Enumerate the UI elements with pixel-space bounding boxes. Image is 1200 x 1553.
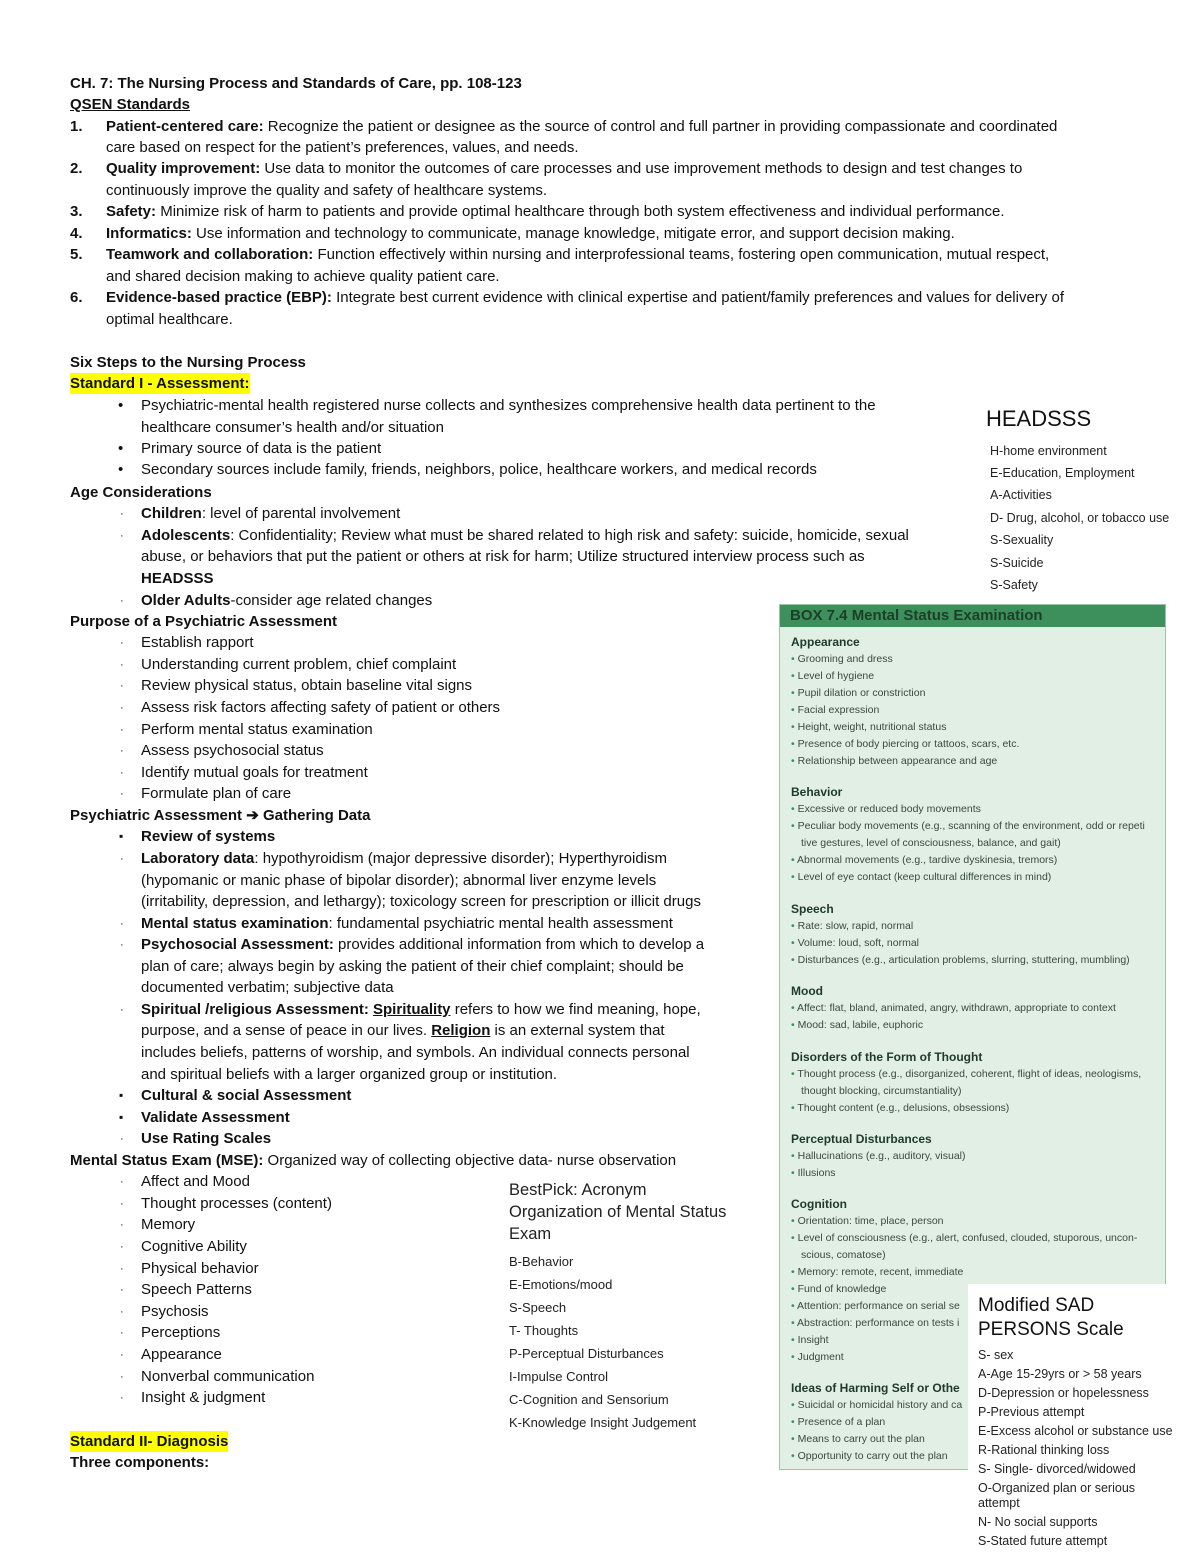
bullet-icon: •: [118, 397, 124, 414]
headsss-item: H-home environment: [990, 444, 1107, 458]
box-item: [791, 1149, 966, 1164]
sad-title-cont: PERSONS Scale: [978, 1319, 1124, 1340]
mse-item: Affect and Mood: [141, 1173, 250, 1190]
box-item-text: Illusions: [797, 1167, 836, 1179]
qsen-label: Safety:: [106, 203, 157, 220]
box-bullet-icon: •: [791, 1317, 795, 1329]
box-bullet-icon: •: [791, 920, 795, 932]
box-bullet-icon: •: [791, 1283, 795, 1295]
box-item: [791, 720, 946, 735]
box-item-text: Thought content (e.g., delusions, obsessions): [797, 1102, 1010, 1114]
age-text: : level of parental involvement: [201, 505, 401, 522]
box-bullet-icon: •: [791, 1019, 795, 1031]
sad-item: S- Single- divorced/widowed: [978, 1462, 1136, 1476]
age-text: -consider age related changes: [230, 592, 433, 609]
box-item: [791, 1018, 923, 1033]
qsen-num: 4.: [70, 225, 83, 242]
box-item-text: Suicidal or homicidal history and ca: [797, 1399, 963, 1411]
qsen-label: Teamwork and collaboration:: [106, 246, 314, 263]
small-bullet-icon: ·: [120, 1349, 124, 1361]
purpose-item: Assess risk factors affecting safety of patient or others: [141, 699, 501, 716]
box-bullet-icon: •: [791, 1215, 795, 1227]
box-item-cont: thought blocking, circumstantiality): [801, 1085, 962, 1097]
gathering-psychosocial: [141, 934, 704, 955]
purpose-item: Perform mental status examination: [141, 721, 373, 738]
box-bullet-icon: •: [791, 670, 795, 682]
six-steps-heading: Six Steps to the Nursing Process: [70, 354, 306, 371]
box-item: [791, 1432, 925, 1447]
bestpick-item: I-Impulse Control: [509, 1369, 608, 1384]
mse-item: Perceptions: [141, 1324, 221, 1341]
box-bullet-icon: •: [791, 704, 795, 716]
box-section-heading: Speech: [791, 902, 834, 916]
bestpick-item: K-Knowledge Insight Judgement: [509, 1415, 697, 1430]
qsen-text: Function effectively within nursing and interprofessional teams, fostering open communication, mutual respect,: [317, 246, 1050, 263]
box-item: [791, 703, 879, 718]
box-item: [791, 1214, 944, 1229]
gathering-spiritual: [141, 999, 701, 1020]
small-bullet-icon: ▪: [119, 829, 124, 843]
bestpick-item: S-Speech: [509, 1300, 567, 1315]
sad-item: N- No social supports: [978, 1515, 1098, 1529]
gathering-text: refers to how we find meaning, hope,: [450, 1001, 701, 1018]
box-item: [791, 1001, 1116, 1016]
gathering-rating: Use Rating Scales: [141, 1130, 272, 1147]
box-bullet-icon: •: [791, 1351, 795, 1363]
box-item-text: Mood: sad, labile, euphoric: [797, 1019, 924, 1031]
box-item: [791, 819, 1145, 834]
qsen-item-ebp: [106, 287, 1064, 308]
small-bullet-icon: ·: [120, 659, 124, 671]
box-item: [791, 1067, 1141, 1082]
headsss-item: S-Suicide: [990, 556, 1044, 570]
qsen-item-quality: [106, 158, 1022, 179]
bullet-icon: •: [118, 440, 124, 457]
box-item-text: Attention: performance on serial se: [797, 1300, 960, 1312]
qsen-label: Patient-centered care:: [106, 118, 264, 135]
gathering-text: : fundamental psychiatric mental health assessment: [328, 915, 673, 932]
gathering-cultural: Cultural & social Assessment: [141, 1087, 352, 1104]
qsen-item-teamwork: [106, 244, 1049, 265]
headsss-item: D- Drug, alcohol, or tobacco use: [990, 511, 1170, 525]
qsen-label: Evidence-based practice (EBP):: [106, 289, 332, 306]
headsss-item: A-Activities: [990, 488, 1052, 502]
box-bullet-icon: •: [791, 954, 795, 966]
box-item: [791, 1282, 886, 1297]
box-bullet-icon: •: [791, 871, 795, 883]
gathering-text: purpose, and a sense of peace in our lives.: [141, 1022, 432, 1039]
mse-item: Psychosis: [141, 1303, 209, 1320]
qsen-text: Use data to monitor the outcomes of care processes and use improvement methods to design and test changes to: [264, 160, 1023, 177]
box-item-text: Pupil dilation or constriction: [797, 687, 926, 699]
gathering-review: Review of systems: [141, 828, 276, 845]
headsss-item: S-Sexuality: [990, 533, 1054, 547]
small-bullet-icon: ·: [120, 1371, 124, 1383]
mse-item: Insight & judgment: [141, 1389, 266, 1406]
gathering-label: Spiritual /religious Assessment:: [141, 1001, 369, 1018]
purpose-item: Review physical status, obtain baseline vital signs: [141, 677, 473, 694]
age-heading: Age Considerations: [70, 484, 212, 501]
spirituality-term: Spirituality: [373, 1001, 451, 1018]
purpose-item: Establish rapport: [141, 634, 254, 651]
bestpick-item: C-Cognition and Sensorium: [509, 1392, 669, 1407]
box-item-text: Disturbances (e.g., articulation problems, slurring, stuttering, mumbling): [797, 954, 1130, 966]
box-bullet-icon: •: [791, 820, 795, 832]
age-label: Adolescents: [141, 527, 231, 544]
box-item-text: Affect: flat, bland, animated, angry, withdrawn, appropriate to context: [797, 1002, 1116, 1014]
box-item: [791, 669, 874, 684]
qsen-text: Minimize risk of harm to patients and provide optimal healthcare through both system effectiveness and individual performance.: [160, 203, 1005, 220]
small-bullet-icon: ▪: [119, 1088, 124, 1102]
box-item: [791, 754, 997, 769]
qsen-text: Integrate best current evidence with clinical expertise and patient/family preferences and values for delivery of: [336, 289, 1064, 306]
gathering-psychosocial-cont: plan of care; always begin by asking the patient of their chief complaint; should be: [141, 958, 684, 975]
purpose-item: Formulate plan of care: [141, 785, 292, 802]
gathering-lab-cont: (hypomanic or manic phase of bipolar disorder); abnormal liver enzyme levels: [141, 872, 657, 889]
box-section-heading: Appearance: [791, 635, 860, 649]
box-item-text: Thought process (e.g., disorganized, coherent, flight of ideas, neologisms,: [797, 1068, 1142, 1080]
box-item: [791, 1398, 962, 1413]
small-bullet-icon: ·: [120, 1133, 124, 1145]
box-bullet-icon: •: [791, 1334, 795, 1346]
sad-item: S- sex: [978, 1348, 1014, 1362]
standard-1-bullet: Primary source of data is the patient: [141, 440, 382, 457]
gathering-text: provides additional information from which to develop a: [333, 936, 705, 953]
box-item: [791, 1265, 963, 1280]
small-bullet-icon: ·: [120, 1198, 124, 1210]
qsen-num: 1.: [70, 118, 83, 135]
box-item-text: Insight: [797, 1334, 829, 1346]
headsss-item: E-Education, Employment: [990, 466, 1135, 480]
mse-label: Mental Status Exam (MSE):: [70, 1152, 264, 1169]
age-label: Children: [141, 505, 202, 522]
box-section-heading: Disorders of the Form of Thought: [791, 1050, 983, 1064]
box-item: [791, 686, 925, 701]
small-bullet-icon: ·: [120, 530, 124, 542]
headsss-item: S-Safety: [990, 578, 1038, 592]
gathering-validate: Validate Assessment: [141, 1109, 290, 1126]
purpose-item: Assess psychosocial status: [141, 742, 324, 759]
box-item-text: Abstraction: performance on tests i: [797, 1317, 960, 1329]
qsen-num: 5.: [70, 246, 83, 263]
box-bullet-icon: •: [791, 1102, 795, 1114]
small-bullet-icon: ·: [120, 767, 124, 779]
small-bullet-icon: ·: [120, 788, 124, 800]
bestpick-title: BestPick: Acronym: [509, 1181, 647, 1199]
qsen-label: Informatics:: [106, 225, 192, 242]
chapter-title: CH. 7: The Nursing Process and Standards of Care, pp. 108-123: [70, 75, 522, 92]
mse-item: Cognitive Ability: [141, 1238, 247, 1255]
gathering-label: Mental status examination: [141, 915, 329, 932]
box-bullet-icon: •: [791, 1167, 795, 1179]
age-label: Older Adults: [141, 592, 231, 609]
religion-term: Religion: [431, 1022, 491, 1039]
box-item-text: Opportunity to carry out the plan: [797, 1450, 948, 1462]
sad-item-cont: attempt: [978, 1496, 1020, 1510]
box-item: [791, 1166, 836, 1181]
qsen-num: 3.: [70, 203, 83, 220]
qsen-text-cont: continuously improve the quality and safety of healthcare systems.: [106, 182, 548, 199]
box-item-text: Memory: remote, recent, immediate: [797, 1266, 964, 1278]
qsen-item-safety: [106, 201, 1005, 222]
age-children: [141, 503, 400, 524]
gathering-spiritual-cont: includes beliefs, patterns of worship, and symbols. An individual connects personal: [141, 1044, 690, 1061]
box-item: [791, 870, 1051, 885]
sad-item: P-Previous attempt: [978, 1405, 1085, 1419]
sad-title: Modified SAD: [978, 1295, 1095, 1316]
box-section-heading: Ideas of Harming Self or Othe: [791, 1381, 960, 1395]
small-bullet-icon: ·: [120, 1306, 124, 1318]
small-bullet-icon: ·: [120, 595, 124, 607]
box-item-cont: scious, comatose): [801, 1249, 886, 1261]
box-bullet-icon: •: [791, 1232, 795, 1244]
gathering-label: Laboratory data: [141, 850, 255, 867]
bullet-icon: •: [118, 461, 124, 478]
box-item-text: Presence of body piercing or tattoos, scars, etc.: [797, 738, 1020, 750]
box-bullet-icon: •: [791, 803, 795, 815]
purpose-item: Identify mutual goals for treatment: [141, 764, 368, 781]
gathering-spiritual-cont: and spiritual beliefs with a larger organized group or institution.: [141, 1066, 558, 1083]
box-item: [791, 1101, 1009, 1116]
purpose-item: Understanding current problem, chief complaint: [141, 656, 457, 673]
box-item: [791, 936, 919, 951]
box-item-text: Facial expression: [797, 704, 880, 716]
box-bullet-icon: •: [791, 1300, 795, 1312]
box-bullet-icon: •: [791, 854, 795, 866]
box-item-text: Orientation: time, place, person: [797, 1215, 944, 1227]
box-item: [791, 652, 893, 667]
sad-item: S-Stated future attempt: [978, 1534, 1108, 1548]
box-item-text: Level of hygiene: [797, 670, 875, 682]
standard-1-bullet: Secondary sources include family, friends, neighbors, police, healthcare workers, and medical records: [141, 461, 817, 478]
box-bullet-icon: •: [791, 738, 795, 750]
box-item-text: Judgment: [797, 1351, 844, 1363]
bestpick-item: B-Behavior: [509, 1254, 574, 1269]
qsen-text-cont: care based on respect for the patient’s preferences, values, and needs.: [106, 139, 579, 156]
mse-item: Nonverbal communication: [141, 1368, 315, 1385]
gathering-lab-cont: (irritability, depression, and lethargy); toxicology screen for prescription or illicit drugs: [141, 893, 701, 910]
box-item-text: Relationship between appearance and age: [797, 755, 998, 767]
qsen-text: Recognize the patient or designee as the source of control and full partner in providing compassionate and coordinated: [267, 118, 1058, 135]
qsen-text: Use information and technology to communicate, manage knowledge, mitigate error, and support decision making.: [196, 225, 955, 242]
box-bullet-icon: •: [791, 755, 795, 767]
arrow-right-icon: ➔: [246, 807, 259, 824]
qsen-heading: QSEN Standards: [70, 96, 191, 113]
small-bullet-icon: ·: [120, 1284, 124, 1296]
small-bullet-icon: ·: [120, 1176, 124, 1188]
age-adolescents: [141, 525, 909, 546]
box-item-text: Fund of knowledge: [797, 1283, 887, 1295]
box-item: [791, 853, 1057, 868]
gathering-spiritual-cont: [141, 1020, 665, 1041]
standard-1-bullet-cont: healthcare consumer’s health and/or situation: [141, 419, 444, 436]
mse-item: Appearance: [141, 1346, 222, 1363]
box-bullet-icon: •: [791, 721, 795, 733]
box-item: [791, 1449, 948, 1464]
gathering-psychosocial-cont: documented verbatim; subjective data: [141, 979, 394, 996]
gathering-text: : hypothyroidism (major depressive disorder); Hyperthyroidism: [254, 850, 667, 867]
box-item: [791, 1299, 960, 1314]
sad-item: D-Depression or hopelessness: [978, 1386, 1149, 1400]
box-title: BOX 7.4 Mental Status Examination: [790, 607, 1043, 624]
qsen-text-cont: and shared decision making to achieve quality patient care.: [106, 268, 500, 285]
sad-item: E-Excess alcohol or substance use: [978, 1424, 1173, 1438]
small-bullet-icon: ·: [120, 853, 124, 865]
gathering-mse: [141, 913, 673, 934]
box-item-text: Height, weight, nutritional status: [797, 721, 947, 733]
sad-item: O-Organized plan or serious: [978, 1481, 1136, 1495]
gathering-lab: [141, 848, 667, 869]
box-item-text: Volume: loud, soft, normal: [797, 937, 920, 949]
standard-1-bullet: Psychiatric-mental health registered nurse collects and synthesizes comprehensive health data pertinent to the: [141, 397, 876, 414]
qsen-item-patient-centered: [106, 116, 1057, 137]
box-item-text: Hallucinations (e.g., auditory, visual): [797, 1150, 966, 1162]
bestpick-title-cont: Organization of Mental Status: [509, 1203, 727, 1221]
gathering-heading: [70, 805, 371, 826]
box-item-text: Abnormal movements (e.g., tardive dyskinesia, tremors): [797, 854, 1058, 866]
gathering-text: is an external system that: [490, 1022, 665, 1039]
gathering-label: Psychosocial Assessment:: [141, 936, 334, 953]
box-section-heading: Cognition: [791, 1197, 847, 1211]
qsen-label: Quality improvement:: [106, 160, 261, 177]
box-bullet-icon: •: [791, 653, 795, 665]
mse-item: Physical behavior: [141, 1260, 259, 1277]
box-section-heading: Perceptual Disturbances: [791, 1132, 932, 1146]
small-bullet-icon: ·: [120, 745, 124, 757]
box-item-text: Means to carry out the plan: [797, 1433, 925, 1445]
standard-2-sub: Three components:: [70, 1454, 210, 1471]
qsen-num: 2.: [70, 160, 83, 177]
standard-1-heading: Standard I - Assessment:: [70, 375, 250, 392]
box-item: [791, 953, 1130, 968]
box-bullet-icon: •: [791, 1433, 795, 1445]
small-bullet-icon: ·: [120, 702, 124, 714]
small-bullet-icon: ·: [120, 1004, 124, 1016]
bestpick-title-cont: Exam: [509, 1225, 552, 1243]
mse-heading: [70, 1150, 676, 1171]
box-bullet-icon: •: [791, 937, 795, 949]
small-bullet-icon: ·: [120, 724, 124, 736]
box-bullet-icon: •: [791, 1068, 795, 1080]
box-item: [791, 1333, 829, 1348]
box-item: [791, 1350, 844, 1365]
age-adolescents-headsss: HEADSSS: [141, 570, 214, 587]
mse-item: Speech Patterns: [141, 1281, 252, 1298]
small-bullet-icon: ·: [120, 1219, 124, 1231]
small-bullet-icon: ·: [120, 508, 124, 520]
box-item: [791, 1415, 885, 1430]
box-bullet-icon: •: [791, 1450, 795, 1462]
qsen-item-informatics: [106, 223, 955, 244]
box-item: [791, 737, 1019, 752]
gathering-heading-a: Psychiatric Assessment: [70, 807, 243, 824]
box-item-text: Peculiar body movements (e.g., scanning of the environment, odd or repeti: [797, 820, 1145, 832]
box-item-cont: tive gestures, level of consciousness, balance, and gait): [801, 837, 1061, 849]
age-text: : Confidentiality; Review what must be shared related to high risk and safety: suicide, homicide, sexual: [230, 527, 909, 544]
box-item-text: Presence of a plan: [797, 1416, 886, 1428]
box-item-text: Grooming and dress: [797, 653, 893, 665]
box-item: [791, 1316, 959, 1331]
mse-item: Thought processes (content): [141, 1195, 332, 1212]
box-bullet-icon: •: [791, 687, 795, 699]
box-section-heading: Mood: [791, 984, 823, 998]
box-item-text: Rate: slow, rapid, normal: [797, 920, 914, 932]
standard-2-heading: Standard II- Diagnosis: [70, 1433, 229, 1450]
bestpick-item: P-Perceptual Disturbances: [509, 1346, 664, 1361]
qsen-text-cont: optimal healthcare.: [106, 311, 233, 328]
gathering-heading-b: Gathering Data: [262, 807, 371, 824]
box-bullet-icon: •: [791, 1416, 795, 1428]
box-item: [791, 802, 981, 817]
box-item-text: Level of consciousness (e.g., alert, confused, clouded, stuporous, uncon-: [797, 1232, 1138, 1244]
box-item-text: Level of eye contact (keep cultural differences in mind): [797, 871, 1052, 883]
small-bullet-icon: ▪: [119, 1110, 124, 1124]
small-bullet-icon: ·: [120, 1392, 124, 1404]
box-item: [791, 1231, 1137, 1246]
box-section-heading: Behavior: [791, 785, 843, 799]
mse-text: Organized way of collecting objective data- nurse observation: [263, 1152, 677, 1169]
age-adolescents-cont: abuse, or behaviors that put the patient or others at risk for harm; Utilize structured interview process such as: [141, 548, 865, 565]
sad-item: R-Rational thinking loss: [978, 1443, 1110, 1457]
small-bullet-icon: ·: [120, 637, 124, 649]
box-bullet-icon: •: [791, 1150, 795, 1162]
sad-item: A-Age 15-29yrs or > 58 years: [978, 1367, 1142, 1381]
small-bullet-icon: ·: [120, 939, 124, 951]
small-bullet-icon: ·: [120, 1241, 124, 1253]
headsss-title: HEADSSS: [986, 406, 1092, 431]
bestpick-item: E-Emotions/mood: [509, 1277, 613, 1292]
small-bullet-icon: ·: [120, 680, 124, 692]
mse-item: Memory: [141, 1216, 196, 1233]
small-bullet-icon: ·: [120, 1327, 124, 1339]
box-bullet-icon: •: [791, 1002, 795, 1014]
box-item: [791, 919, 913, 934]
small-bullet-icon: ·: [120, 1263, 124, 1275]
purpose-heading: Purpose of a Psychiatric Assessment: [70, 613, 338, 630]
small-bullet-icon: ·: [120, 918, 124, 930]
bestpick-item: T- Thoughts: [509, 1323, 579, 1338]
qsen-num: 6.: [70, 289, 83, 306]
sad-persons-block: [968, 1284, 1200, 1553]
box-bullet-icon: •: [791, 1399, 795, 1411]
box-bullet-icon: •: [791, 1266, 795, 1278]
age-older: [141, 590, 432, 611]
box-item-text: Excessive or reduced body movements: [797, 803, 981, 815]
